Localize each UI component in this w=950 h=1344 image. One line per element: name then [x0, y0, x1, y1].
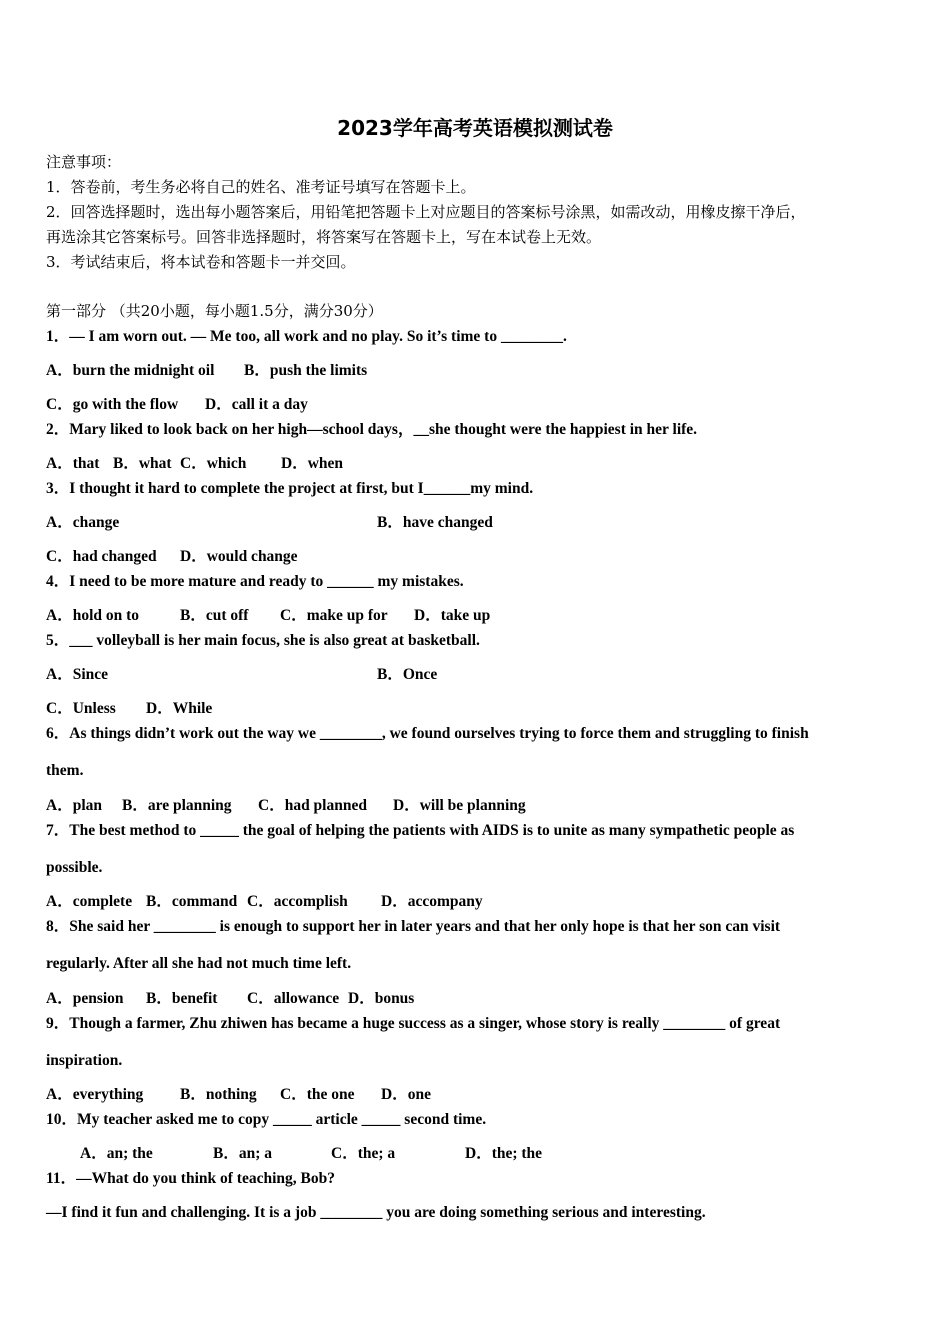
option-b: B．have changed [377, 514, 493, 531]
option-a: A．plan [46, 797, 102, 814]
option-c: C．had changed [46, 548, 157, 565]
option-d: D．one [381, 1086, 431, 1103]
option-a: A．complete [46, 893, 133, 910]
question-stem-cont: inspiration. [46, 1052, 123, 1069]
option-b: B．push the limits [244, 362, 368, 379]
question-stem: 2．Mary liked to look back on her high—school days，__she thought were the happiest in her life. [46, 421, 698, 438]
question-stem: 6．As things didn’t work out the way we ________, we found ourselves trying to force them and struggling to finish [46, 725, 809, 742]
option-b: B．an; a [213, 1145, 272, 1162]
question-stem-cont: them. [46, 762, 84, 779]
page-title: 2023学年高考英语模拟测试卷 [337, 116, 613, 140]
option-c: C．make up for [280, 607, 388, 624]
option-c: C．accomplish [247, 893, 348, 910]
notice-item: 2．回答选择题时，选出每小题答案后，用铅笔把答题卡上对应题目的答案标号涂黑，如需改动，用橡皮擦干净后， [46, 203, 806, 221]
option-c: C．the; a [331, 1145, 396, 1162]
option-a: A．burn the midnight oil [46, 362, 215, 379]
question-stem: 11．—What do you think of teaching, Bob? [46, 1170, 335, 1187]
option-d: D．the; the [465, 1145, 543, 1162]
option-a: A．that [46, 455, 100, 472]
option-c: C．which [180, 455, 247, 472]
question-stem: 8．She said her ________ is enough to support her in later years and that her only hope is that her son can visit [46, 918, 781, 935]
question-stem: 5．___ volleyball is her main focus, she is also great at basketball. [46, 632, 480, 649]
option-d: D．when [281, 455, 344, 472]
option-b: B．Once [377, 666, 438, 683]
option-a: A．pension [46, 990, 124, 1007]
option-a: A．hold on to [46, 607, 140, 624]
option-a: A．change [46, 514, 120, 531]
option-b: B．are planning [122, 797, 232, 814]
question-stem: 9．Though a farmer, Zhu zhiwen has became a huge success as a singer, whose story is really ________ of great [46, 1015, 781, 1032]
option-a: A．everything [46, 1086, 144, 1103]
notice-heading: 注意事项： [46, 153, 122, 171]
option-d: D．will be planning [393, 797, 526, 814]
option-a: A．Since [46, 666, 109, 683]
option-b: B．nothing [180, 1086, 257, 1103]
option-c: C．had planned [258, 797, 367, 814]
option-c: C．the one [280, 1086, 355, 1103]
question-stem-cont: —I find it fun and challenging. It is a job ________ you are doing something serious and interesting. [46, 1204, 706, 1221]
question-stem: 1．— I am worn out. — Me too, all work and no play. So it’s time to ________. [46, 328, 567, 345]
notice-item: 3．考试结束后，将本试卷和答题卡一并交回。 [46, 253, 356, 271]
option-b: B．command [146, 893, 238, 910]
option-b: B．what [113, 455, 172, 472]
option-d: D．While [146, 700, 213, 717]
option-d: D．would change [180, 548, 298, 565]
question-stem-cont: regularly. After all she had not much time left. [46, 955, 352, 972]
option-b: B．cut off [180, 607, 249, 624]
option-c: C．Unless [46, 700, 116, 717]
option-d: D．call it a day [205, 396, 308, 413]
option-a: A．an; the [80, 1145, 153, 1162]
section-heading: 第一部分 （共20小题，每小题1.5分，满分30分） [46, 302, 383, 320]
notice-item: 再选涂其它答案标号。回答非选择题时，将答案写在答题卡上，写在本试卷上无效。 [46, 228, 602, 246]
option-c: C．allowance [247, 990, 340, 1007]
question-stem: 3．I thought it hard to complete the project at first, but I______my mind. [46, 480, 534, 497]
option-d: D．bonus [348, 990, 415, 1007]
option-c: C．go with the flow [46, 396, 179, 413]
question-stem: 4．I need to be more mature and ready to ______ my mistakes. [46, 573, 464, 590]
question-stem-cont: possible. [46, 859, 103, 876]
option-d: D．take up [414, 607, 491, 624]
question-stem: 7．The best method to _____ the goal of helping the patients with AIDS is to unite as many sympathetic people as [46, 822, 795, 839]
option-b: B．benefit [146, 990, 218, 1007]
option-d: D．accompany [381, 893, 483, 910]
question-stem: 10．My teacher asked me to copy _____ article _____ second time. [46, 1111, 487, 1128]
notice-item: 1．答卷前，考生务必将自己的姓名、准考证号填写在答题卡上。 [46, 178, 476, 196]
